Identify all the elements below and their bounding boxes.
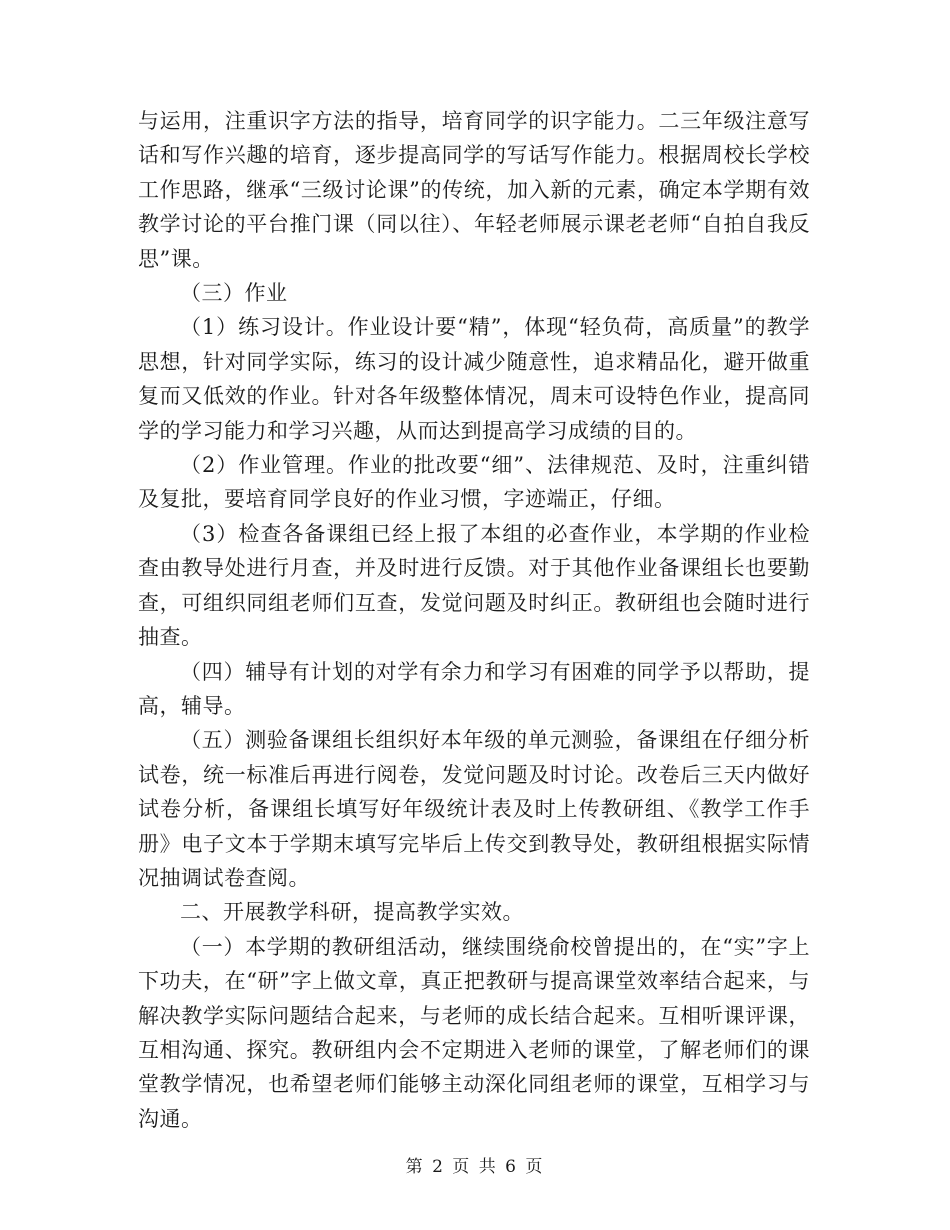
page-number-footer: 第 2 页 共 6 页 (405, 1157, 545, 1177)
paragraph-tutoring: （四）辅导有计划的对学有余力和学习有困难的同学予以帮助，提高，辅导。 (138, 659, 810, 718)
paragraph-exercise-design: （1）练习设计。作业设计要“精”，体现“轻负荷，高质量”的教学思想，针对同学实际，练习的设计减少随意性，追求精品化，避开做重复而又低效的作业。针对各年级整体情况，周末可设特色作业，提高同学的学习能力和学习兴趣，从而达到提高学习成绩的目的。 (138, 315, 810, 443)
paragraph-homework-management: （2）作业管理。作业的批改要“细”、法律规范、及时，注重纠错及复批，要培育同学良好的作业习惯，字迹端正，仔细。 (138, 453, 810, 512)
section-heading-homework: （三）作业 (180, 281, 288, 306)
paragraph-continuation: 与运用，注重识字方法的指导，培育同学的识字能力。二三年级注意写话和写作兴趣的培育，逐步提高同学的写话写作能力。根据周校长学校工作思路，继承“三级讨论课”的传统，加入新的元素，确定本学期有效教学讨论的平台推门课（同以往）、年轻老师展示课老老师“自拍自我反思”课。 (138, 109, 810, 271)
paragraph-testing: （五）测验备课组长组织好本年级的单元测验，备课组在仔细分析试卷，统一标准后再进行阅卷，发觉问题及时讨论。改卷后三天内做好试卷分析，备课组长填写好年级统计表及时上传教研组、《教学工作手册》电子文本于学期末填写完毕后上传交到教导处，教研组根据实际情况抽调试卷查阅。 (138, 728, 810, 890)
section-heading-research: 二、开展教学科研，提高教学实效。 (180, 900, 524, 925)
paragraph-research-activity: （一）本学期的教研组活动，继续围绕俞校曾提出的，在“实”字上下功夫，在“研”字上做文章，真正把教研与提高课堂效率结合起来，与解决教学实际问题结合起来，与老师的成长结合起来。互相听课评课，互相沟通、探究。教研组内会不定期进入老师的课堂，了解老师们的课堂教学情况，也希望老师们能够主动深化同组老师的课堂，互相学习与沟通。 (138, 934, 810, 1131)
paragraph-homework-check: （3）检查各备课组已经上报了本组的必查作业，本学期的作业检查由教导处进行月查，并及时进行反馈。对于其他作业备课组长也要勤查，可组织同组老师们互查，发觉问题及时纠正。教研组也会随时进行抽查。 (138, 521, 810, 650)
document-body (138, 104, 810, 1136)
